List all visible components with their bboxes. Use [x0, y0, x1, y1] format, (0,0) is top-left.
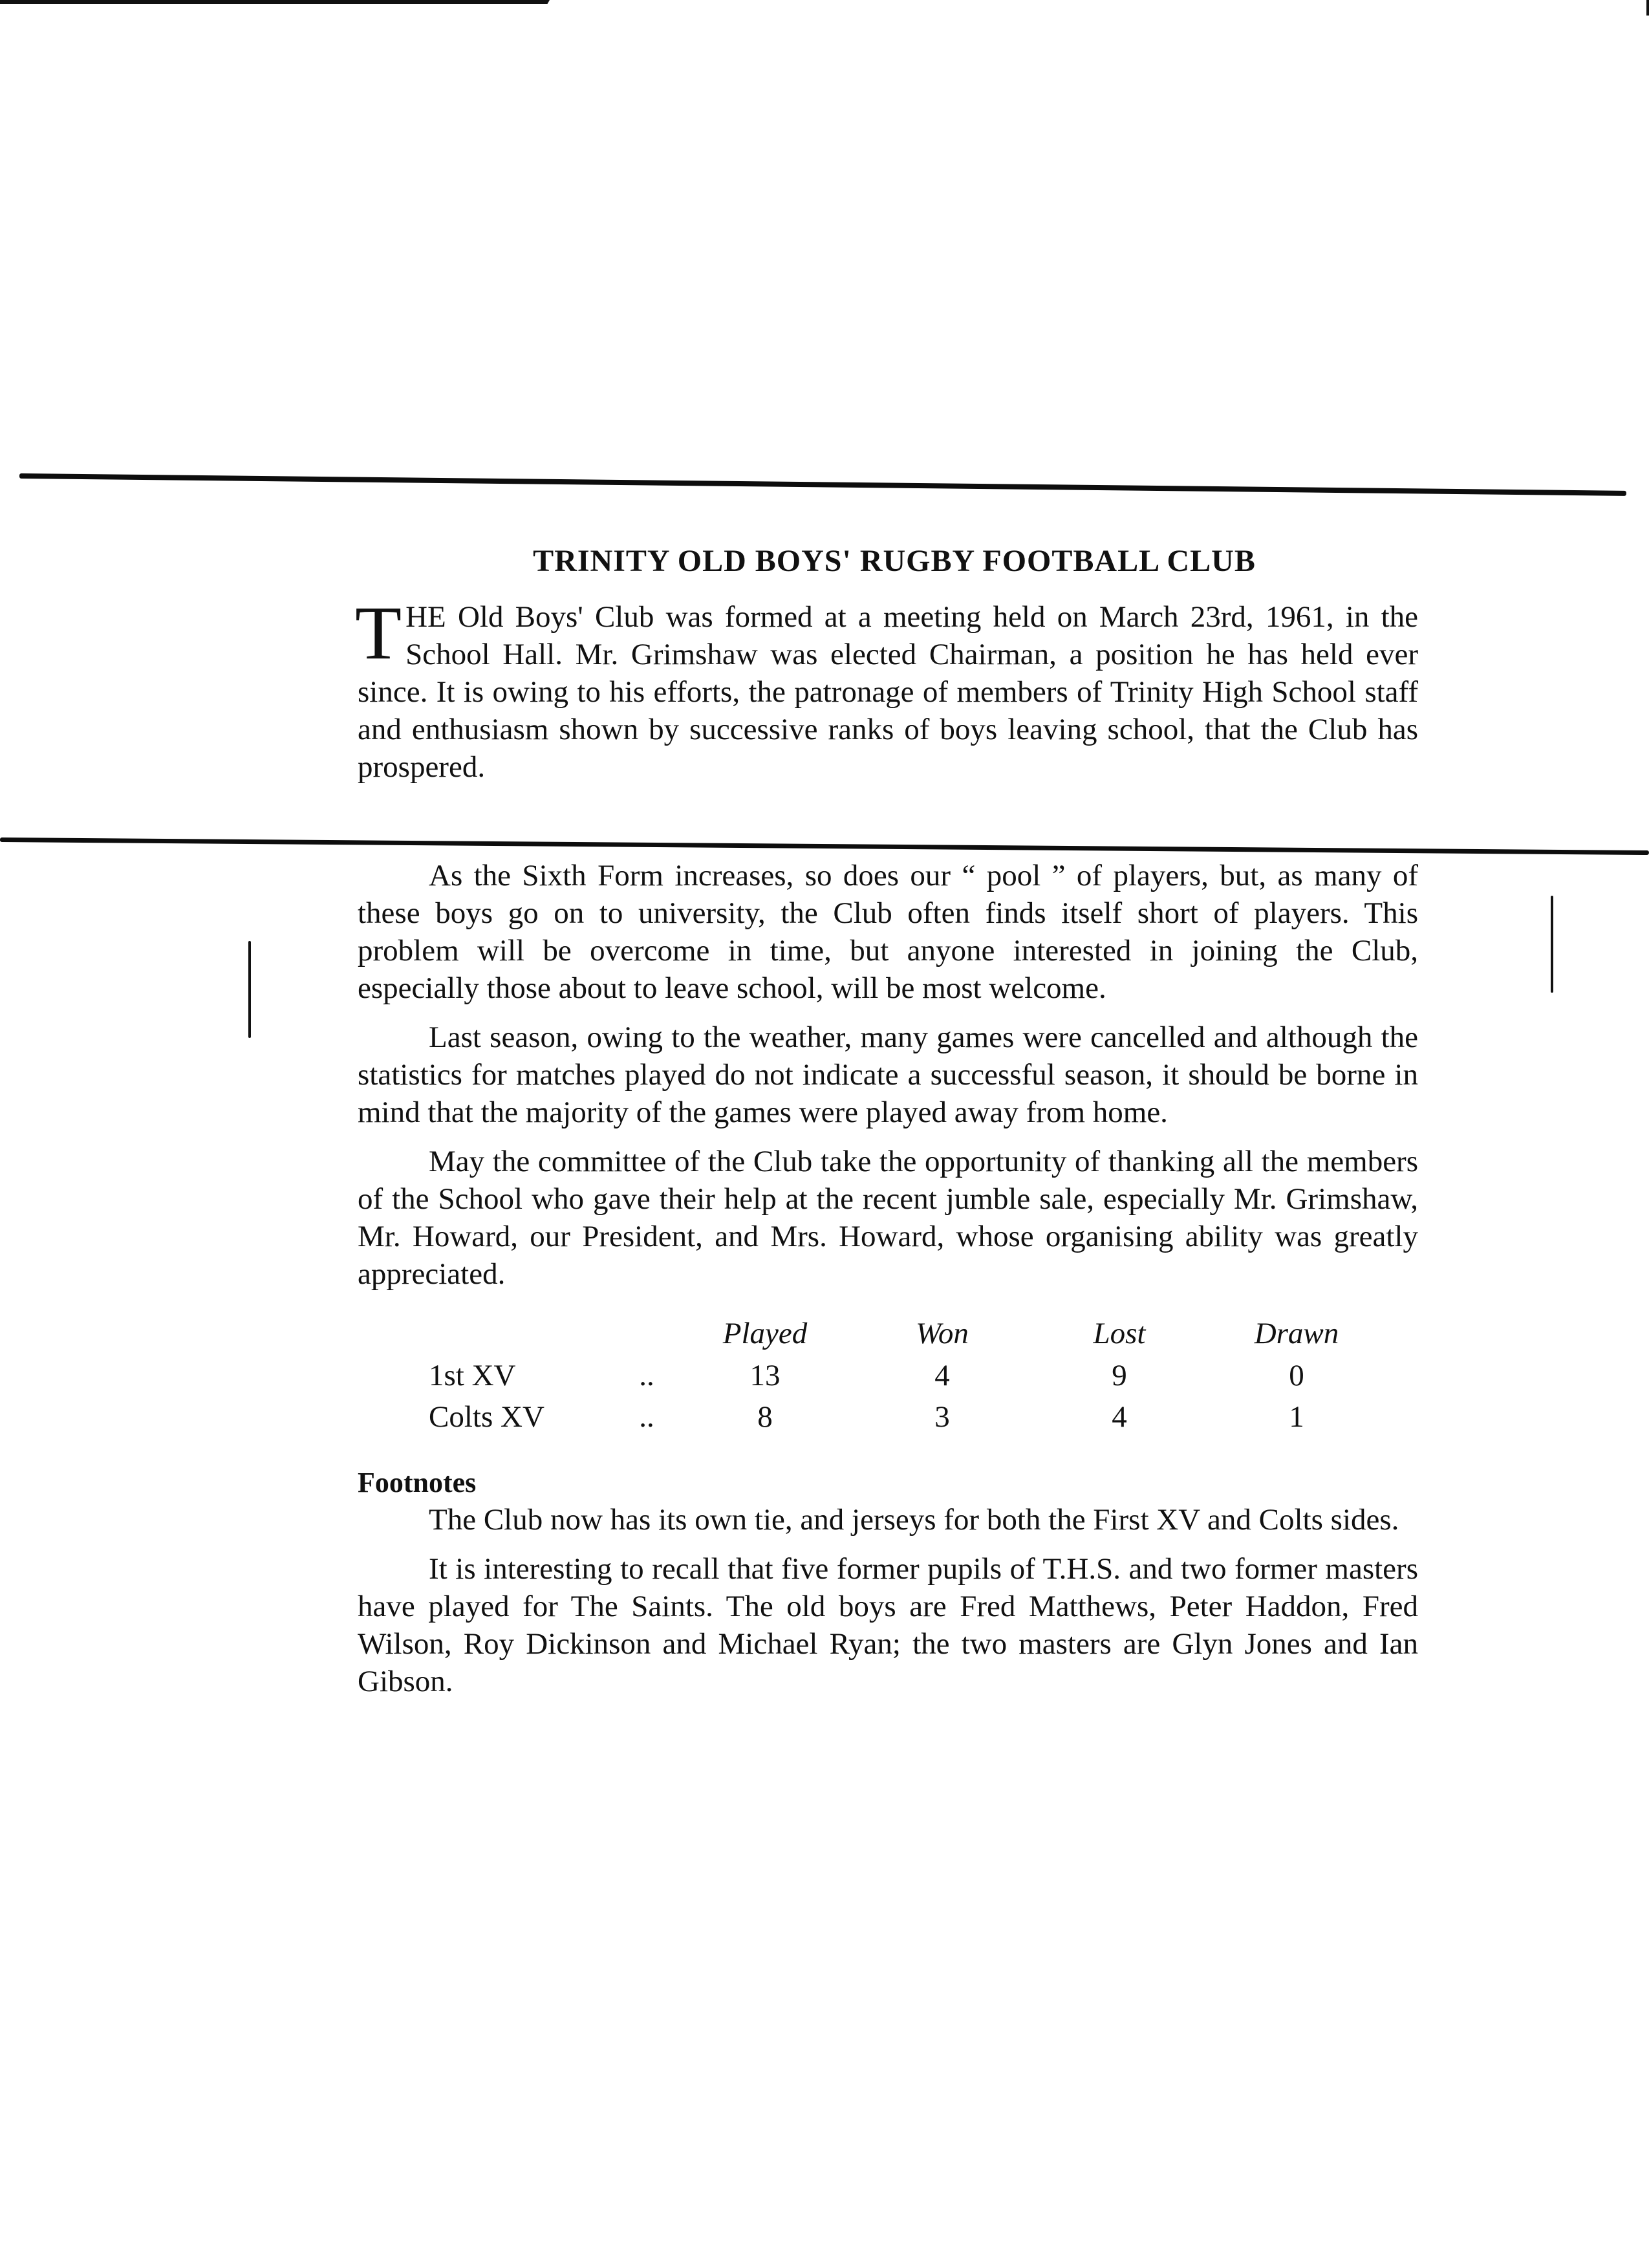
- paragraph-thanks: May the committee of the Club take the opportunity of thanking all the members of the School who gave their help at the recent jumble sale, especially Mr. Grimshaw, Mr. Howard, our President, and Mrs. Howard, whose organising ability was greatly appreciated.: [358, 1145, 1418, 1291]
- paragraph-intro-text: HE Old Boys' Club was formed at a meeting held on March 23rd, 1961, in the School Hall. Mr. Grimshaw was elected Chairman, a position he has held ever since. It is owing to his efforts, the patronage of members of Trinity High School staff and enthusiasm shown by successive ranks of boys leaving school, that the Club has prospered.: [358, 600, 1418, 784]
- leader-dots: ..: [639, 1359, 654, 1392]
- article-body: [358, 857, 1418, 1700]
- table-row: [358, 1396, 1385, 1438]
- team-name: Colts XV: [429, 1400, 544, 1434]
- header-won: Won: [916, 1317, 969, 1350]
- played-value: 8: [757, 1400, 773, 1434]
- leader-dots: ..: [639, 1400, 654, 1434]
- drawn-value: 0: [1289, 1359, 1304, 1392]
- horizontal-rule-middle: [0, 837, 1649, 855]
- article-title: TRINITY OLD BOYS' RUGBY FOOTBALL CLUB: [533, 544, 1256, 578]
- lost-value: 9: [1112, 1359, 1127, 1392]
- horizontal-rule-top: [19, 473, 1626, 496]
- scan-edge-right: [1646, 0, 1649, 16]
- drop-cap: T: [355, 590, 402, 675]
- scan-edge-top: [0, 0, 550, 4]
- table-row: [358, 1355, 1385, 1396]
- won-value: 3: [934, 1400, 950, 1434]
- lost-value: 4: [1112, 1400, 1127, 1434]
- results-header-row: [358, 1312, 1385, 1355]
- footnote-tie-jerseys: The Club now has its own tie, and jerseys for both the First XV and Colts sides.: [429, 1503, 1399, 1537]
- won-value: 4: [934, 1359, 950, 1392]
- margin-mark-right: [1551, 896, 1553, 993]
- footnote-saints-players: It is interesting to recall that five former pupils of T.H.S. and two former masters have played for The Saints. The old boys are Fred Matthews, Peter Haddon, Fred Wilson, Roy Dickinson and Michael Ryan; the two masters are Glyn Jones and Ian Gibson.: [358, 1552, 1418, 1698]
- margin-mark-left: [248, 941, 251, 1038]
- article-header-section: [355, 543, 1418, 786]
- results-table: [358, 1312, 1385, 1438]
- paragraph-sixth-form: As the Sixth Form increases, so does our “ pool ” of players, but, as many of these boys go on to university, the Club often finds itself short of players. This problem will be overcome in time, but anyone interested in joining the Club, especially those about to leave school, will be most welcome.: [358, 859, 1418, 1005]
- team-name: 1st XV: [429, 1359, 516, 1392]
- header-drawn: Drawn: [1254, 1317, 1339, 1350]
- header-lost: Lost: [1093, 1317, 1146, 1350]
- header-team: [358, 1312, 617, 1355]
- paragraph-last-season: Last season, owing to the weather, many games were cancelled and although the statistics for matches played do not indicate a successful season, it should be borne in mind that the majority of the games were played away from home.: [358, 1021, 1418, 1129]
- paragraph-intro: [355, 590, 1418, 786]
- played-value: 13: [749, 1359, 781, 1392]
- footnotes-heading: Footnotes: [358, 1467, 477, 1498]
- drawn-value: 1: [1289, 1400, 1304, 1434]
- header-played: Played: [722, 1317, 808, 1350]
- header-leader: [617, 1312, 676, 1355]
